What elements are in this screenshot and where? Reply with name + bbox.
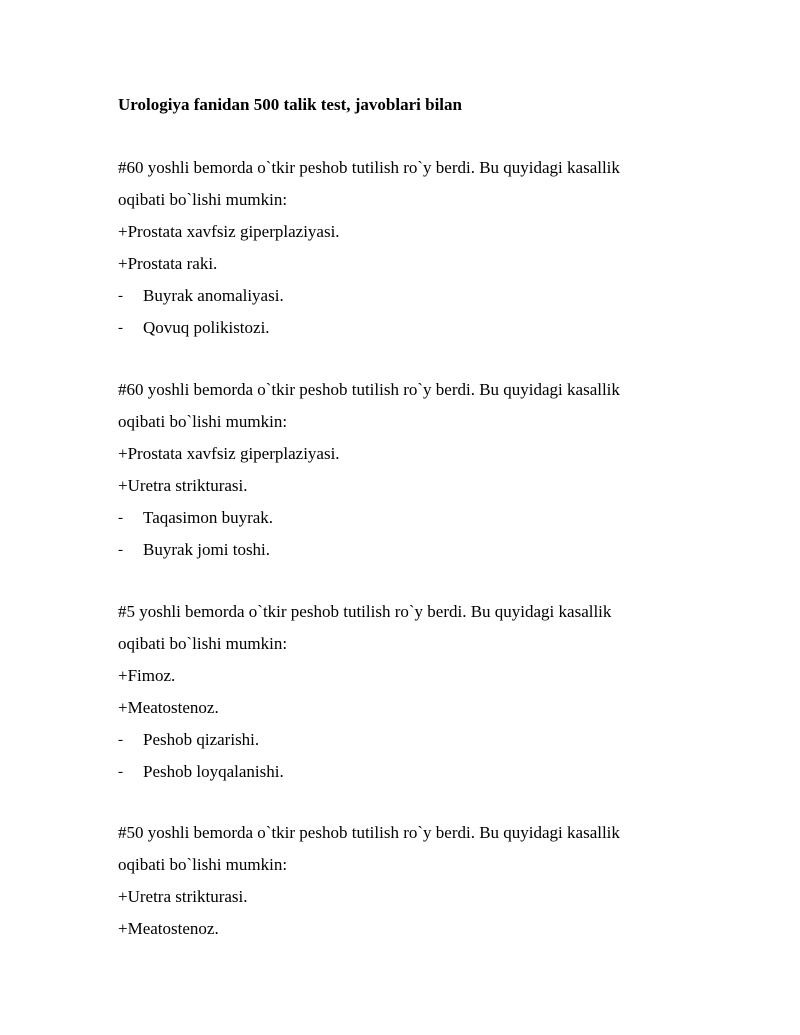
correct-answer: +Meatostenoz. — [118, 698, 219, 717]
question-stem-line: #60 yoshli bemorda o`tkir peshob tutilish ro`y berdi. Bu quyidagi kasallik — [118, 380, 620, 399]
correct-answer: +Uretra strikturasi. — [118, 887, 248, 906]
question-block — [118, 596, 718, 788]
wrong-answer — [118, 534, 718, 566]
question-stem-line: oqibati bo`lishi mumkin: — [118, 634, 288, 653]
dash-bullet: - — [118, 732, 123, 748]
correct-answer: +Meatostenoz. — [118, 919, 219, 938]
question-stem-line: #5 yoshli bemorda o`tkir peshob tutilish ro`y berdi. Bu quyidagi kasallik — [118, 602, 612, 621]
dash-bullet: - — [118, 764, 123, 780]
wrong-answer — [118, 280, 718, 312]
wrong-answer-text: Buyrak jomi toshi. — [143, 540, 271, 559]
dash-bullet: - — [118, 288, 123, 304]
wrong-answer — [118, 312, 718, 344]
wrong-answer-text: Qovuq polikistozi. — [143, 318, 270, 337]
question-stem-line: oqibati bo`lishi mumkin: — [118, 412, 288, 431]
wrong-answer-text: Peshob loyqalanishi. — [143, 762, 284, 781]
correct-answer: +Prostata raki. — [118, 254, 218, 273]
dash-bullet: - — [118, 320, 123, 336]
wrong-answer-text: Taqasimon buyrak. — [143, 508, 274, 527]
wrong-answer-text: Buyrak anomaliyasi. — [143, 286, 284, 305]
wrong-answer — [118, 724, 718, 756]
question-stem-line: #50 yoshli bemorda o`tkir peshob tutilish ro`y berdi. Bu quyidagi kasallik — [118, 823, 620, 842]
question-stem-line: oqibati bo`lishi mumkin: — [118, 855, 288, 874]
question-stem-line: #60 yoshli bemorda o`tkir peshob tutilish ro`y berdi. Bu quyidagi kasallik — [118, 158, 620, 177]
correct-answer: +Prostata xavfsiz giperplaziyasi. — [118, 222, 340, 241]
correct-answer: +Uretra strikturasi. — [118, 476, 248, 495]
document-title: Urologiya fanidan 500 talik test, javoblari bilan — [118, 95, 462, 114]
question-stem-line: oqibati bo`lishi mumkin: — [118, 190, 288, 209]
question-block — [118, 152, 718, 344]
dash-bullet: - — [118, 542, 123, 558]
question-block — [118, 374, 718, 566]
dash-bullet: - — [118, 510, 123, 526]
wrong-answer — [118, 502, 718, 534]
correct-answer: +Prostata xavfsiz giperplaziyasi. — [118, 444, 340, 463]
question-block — [118, 817, 718, 945]
wrong-answer-text: Peshob qizarishi. — [143, 730, 260, 749]
wrong-answer — [118, 756, 718, 788]
correct-answer: +Fimoz. — [118, 666, 176, 685]
